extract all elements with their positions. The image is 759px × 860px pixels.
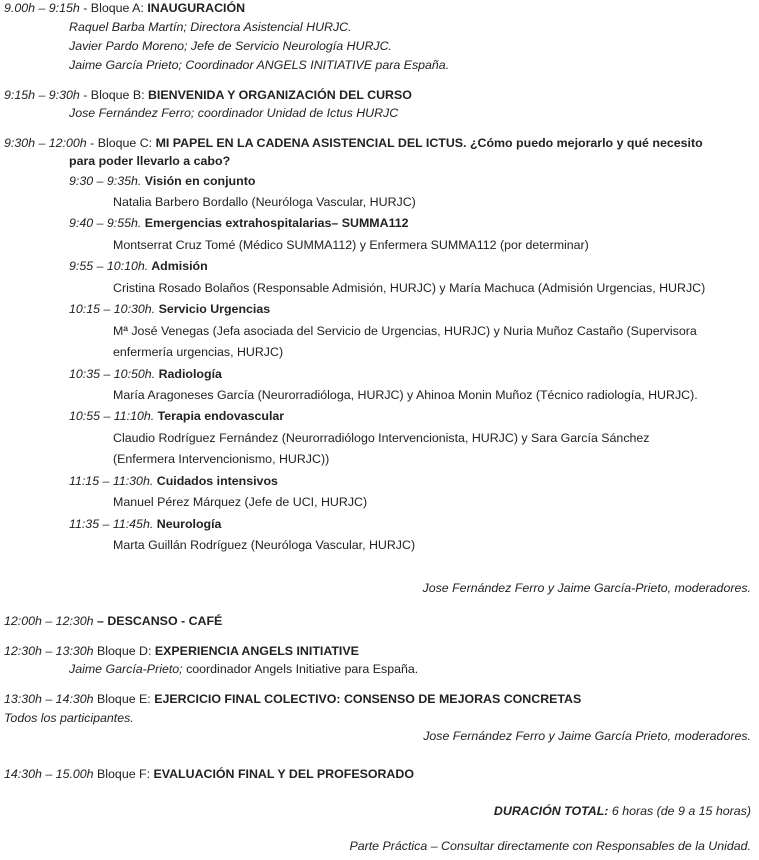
block-d-speaker-role: coordinador Angels Initiative para España.: [182, 662, 419, 676]
block-b-title: BIENVENIDA Y ORGANIZACIÓN DEL CURSO: [147, 88, 412, 102]
break-time: 12:00h – 12:30h: [4, 614, 94, 628]
session-title: Emergencias extrahospitalarias– SUMMA112: [141, 216, 409, 230]
practical-note: Parte Práctica – Consultar directamente con Responsables de la Unidad.: [349, 839, 751, 853]
block-d-speaker: [69, 661, 418, 677]
block-d-time: 12:30h – 13:30h: [4, 644, 94, 658]
session-title: Servicio Urgencias: [155, 302, 271, 316]
session-title: Neurología: [153, 517, 222, 531]
block-a-header: [4, 0, 245, 16]
block-f-title: EVALUACIÓN FINAL Y DEL PROFESORADO: [153, 767, 414, 781]
session-title: Visión en conjunto: [141, 174, 256, 188]
session-header: [69, 301, 270, 317]
session-speaker: Manuel Pérez Márquez (Jefe de UCI, HURJC): [113, 495, 368, 509]
session-header: [69, 215, 409, 231]
session-title: Admisión: [148, 259, 208, 273]
block-c-title-continued: para poder llevarlo a cabo?: [69, 154, 231, 168]
session-header: [69, 258, 208, 274]
block-e-title: EJERCICIO FINAL COLECTIVO: CONSENSO DE MEJORAS CONCRETAS: [154, 692, 582, 706]
session-speaker-continued: (Enfermera Intervencionismo, HURJC)): [113, 452, 330, 466]
session-time: 11:35 – 11:45h.: [69, 517, 154, 531]
block-c-moderators: Jose Fernández Ferro y Jaime García-Prieto, moderadores.: [422, 581, 751, 595]
total-duration-label: DURACIÓN TOTAL:: [493, 804, 609, 818]
session-header: [69, 473, 278, 489]
block-d-label: Bloque D:: [93, 644, 155, 658]
total-duration-value: 6 horas (de 9 a 15 horas): [608, 804, 751, 818]
session-header: [69, 516, 221, 532]
session-time: 10:55 – 11:10h.: [69, 409, 155, 423]
block-d-header: [4, 643, 359, 659]
block-e-header: [4, 691, 581, 707]
block-a-speaker: Javier Pardo Moreno; Jefe de Servicio Neurología HURJC.: [69, 39, 392, 53]
break-header: [4, 613, 222, 629]
session-time: 10:35 – 10:50h.: [69, 367, 156, 381]
block-e-time: 13:30h – 14:30h: [4, 692, 94, 706]
session-speaker: Natalia Barbero Bordallo (Neuróloga Vascular, HURJC): [113, 195, 416, 209]
block-a-title: INAUGURACIÓN: [147, 1, 246, 15]
session-time: 9:30 – 9:35h.: [69, 174, 142, 188]
session-speaker: Claudio Rodríguez Fernández (Neurorradiólogo Intervencionista, HURJC) y Sara García Sánchez: [113, 431, 650, 445]
session-speaker: María Aragoneses García (Neurorradióloga, HURJC) y Ahinoa Monin Muñoz (Técnico radiología, HURJC).: [113, 388, 698, 402]
break-title: – DESCANSO - CAFÉ: [93, 614, 223, 628]
block-a-time: 9.00h – 9:15h: [4, 1, 80, 15]
session-time: 11:15 – 11:30h.: [69, 474, 154, 488]
block-c-label: - Bloque C:: [86, 136, 156, 150]
block-a-speaker: Jaime García Prieto; Coordinador ANGELS INITIATIVE para España.: [69, 58, 450, 72]
block-c-time: 9:30h – 12:00h: [4, 136, 87, 150]
session-time: 9:55 – 10:10h.: [69, 259, 149, 273]
block-f-header: [4, 766, 414, 782]
session-speaker: Cristina Rosado Bolaños (Responsable Admisión, HURJC) y María Machuca (Admisión Urgencias, HURJC): [113, 281, 706, 295]
session-header: [69, 366, 222, 382]
block-e-participants: Todos los participantes.: [4, 711, 134, 725]
block-c-title: MI PAPEL EN LA CADENA ASISTENCIAL DEL ICTUS. ¿Cómo puedo mejorarlo y qué necesito: [155, 136, 703, 150]
session-speaker: Montserrat Cruz Tomé (Médico SUMMA112) y Enfermera SUMMA112 (por determinar): [113, 238, 589, 252]
session-time: 9:40 – 9:55h.: [69, 216, 142, 230]
session-speaker-continued: enfermería urgencias, HURJC): [113, 345, 284, 359]
block-e-label: Bloque E:: [93, 692, 155, 706]
block-d-speaker-name: Jaime García-Prieto;: [69, 662, 183, 676]
block-b-header: [4, 87, 412, 103]
session-speaker: Mª José Venegas (Jefa asociada del Servicio de Urgencias, HURJC) y Nuria Muñoz Castaño (Supervisora: [113, 324, 697, 338]
session-title: Cuidados intensivos: [153, 474, 278, 488]
session-title: Terapia endovascular: [154, 409, 285, 423]
block-f-time: 14:30h – 15.00h: [4, 767, 94, 781]
block-e-moderators: Jose Fernández Ferro y Jaime García Prieto, moderadores.: [423, 729, 751, 743]
session-time: 10:15 – 10:30h.: [69, 302, 156, 316]
session-title: Radiología: [155, 367, 222, 381]
block-d-title: EXPERIENCIA ANGELS INITIATIVE: [154, 644, 359, 658]
block-a-label: - Bloque A:: [79, 1, 148, 15]
block-b-label: - Bloque B:: [79, 88, 148, 102]
total-duration: [494, 803, 751, 819]
block-b-time: 9:15h – 9:30h: [4, 88, 80, 102]
session-header: [69, 408, 284, 424]
block-b-speaker: Jose Fernández Ferro; coordinador Unidad de Ictus HURJC: [69, 106, 399, 120]
block-a-speaker: Raquel Barba Martín; Directora Asistencial HURJC.: [69, 20, 352, 34]
block-f-label: Bloque F:: [93, 767, 154, 781]
session-speaker: Marta Guillán Rodríguez (Neuróloga Vascular, HURJC): [113, 538, 416, 552]
block-c-header: [4, 135, 703, 151]
session-header: [69, 173, 255, 189]
